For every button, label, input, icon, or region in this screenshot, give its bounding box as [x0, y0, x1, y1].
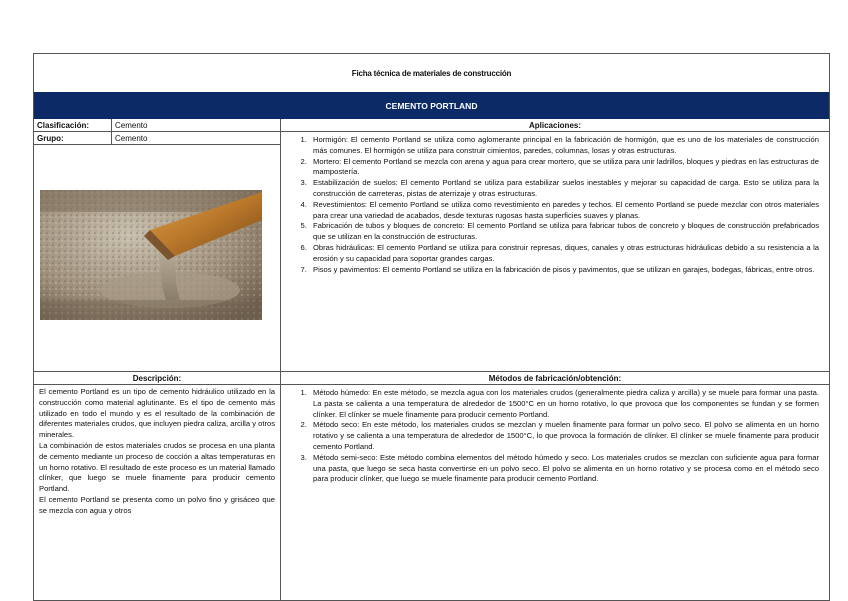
descripcion-paragraph: La combinación de estos materiales crudos se procesa en una planta de cemento mediante un proceso de cocción a altas temperaturas en un horno rotativo. El resultado de este proceso es un material llamado clínker, que luego se muele finamente para producir cemento Portland.	[39, 440, 275, 494]
material-name-banner: CEMENTO PORTLAND	[34, 92, 829, 119]
metodos-list	[289, 388, 819, 485]
descripcion-paragraph: El cemento Portland es un tipo de cemento hidráulico utilizado en la construcción como material aglutinante. Es el tipo de cemento más utilizado en todo el mundo y es el resultado de la combinación de diferentes materiales crudos, que incluyen piedra caliza, arcilla y otros minerales.	[39, 387, 275, 440]
list-item: 1. Hormigón: El cemento Portland se utiliza como aglomerante principal en la fabricación de hormigón, que es uno de los materiales de construcción más comunes. El hormigón se utiliza para construir cimientos, paredes, columnas, losas y otras estructuras.	[309, 135, 819, 157]
material-photo-cell	[34, 145, 281, 372]
document-title: Ficha técnica de materiales de construcción	[34, 54, 829, 93]
metodos-heading: Métodos de fabricación/obtención:	[281, 372, 829, 385]
list-item: 2. Mortero: El cemento Portland se mezcla con arena y agua para crear mortero, que se utiliza para unir ladrillos, bloques y piedras en las estructuras de mampostería.	[309, 157, 819, 179]
list-item: 7. Pisos y pavimentos: El cemento Portland se utiliza en la fabricación de pisos y pavimentos, que se utilizan en garajes, bodegas, fábricas, entre otros.	[309, 265, 819, 276]
descripcion-cell	[34, 385, 281, 601]
aplicaciones-cell	[281, 132, 829, 372]
list-item: 1. Método húmedo: En este método, se mezcla agua con los materiales crudos (generalmente piedra caliza y arcilla) y se muele para formar una pasta. La pasta se calienta a una temperatura de alrededor de 1500°C en un horno rotativo, lo que provoca que los componentes se fundan y se formen clínker. El clínker se muele finamente para producir cemento Portland.	[309, 388, 819, 420]
list-item: 3. Estabilización de suelos: El cemento Portland se utiliza para estabilizar suelos inestables y mejorar su capacidad de carga. Esto se utiliza para la construcción de carreteras, pistas de aterrizaje y otras estructuras.	[309, 178, 819, 200]
aplicaciones-list	[289, 135, 819, 275]
technical-sheet	[33, 53, 830, 601]
list-item: 4. Revestimientos: El cemento Portland se utiliza como revestimiento en paredes y techos. El cemento Portland se puede mezclar con otros materiales para crear una variedad de acabados, desde texturas rugosas hasta superficies suaves y planas.	[309, 200, 819, 222]
list-item: 6. Obras hidráulicas: El cemento Portland se utiliza para construir represas, diques, canales y otras estructuras hidráulicas debido a su resistencia a la erosión y su capacidad para soportar grandes cargas.	[309, 243, 819, 265]
list-item: 2. Método seco: En este método, los materiales crudos se mezclan y muelen finamente para formar un polvo seco. El polvo se alimenta en un horno rotativo y se calienta a una temperatura de alrededor de 1500°C, lo que provoca la formación de clínker. El clínker se muele finamente para producir cemento Portland.	[309, 420, 819, 452]
descripcion-heading: Descripción:	[34, 372, 281, 385]
clasificacion-value: Cemento	[112, 119, 281, 132]
grupo-value: Cemento	[112, 132, 281, 145]
grupo-label: Grupo:	[34, 132, 112, 145]
aplicaciones-heading: Aplicaciones:	[281, 119, 829, 132]
list-item: 3. Método semi-seco: Este método combina elementos del método húmedo y seco. Los materiales crudos se mezclan con suficiente agua para formar una pasta, que luego se seca hasta convertirse en un polvo seco. El polvo se alimenta en un horno rotativo y se procesa como en el método seco para producir clínker, que luego se muele finamente para producir cemento Portland.	[309, 453, 819, 485]
clasificacion-label: Clasificación:	[34, 119, 112, 132]
metodos-cell	[281, 385, 829, 601]
list-item: 5. Fabricación de tubos y bloques de concreto: El cemento Portland se utiliza para fabricar tubos de concreto y bloques de construcción prefabricados que se utilizan en la construcción de estructuras.	[309, 221, 819, 243]
cement-pour-photo	[40, 190, 262, 320]
descripcion-paragraph: El cemento Portland se presenta como un polvo fino y grisáceo que se mezcla con agua y otros	[39, 494, 275, 515]
